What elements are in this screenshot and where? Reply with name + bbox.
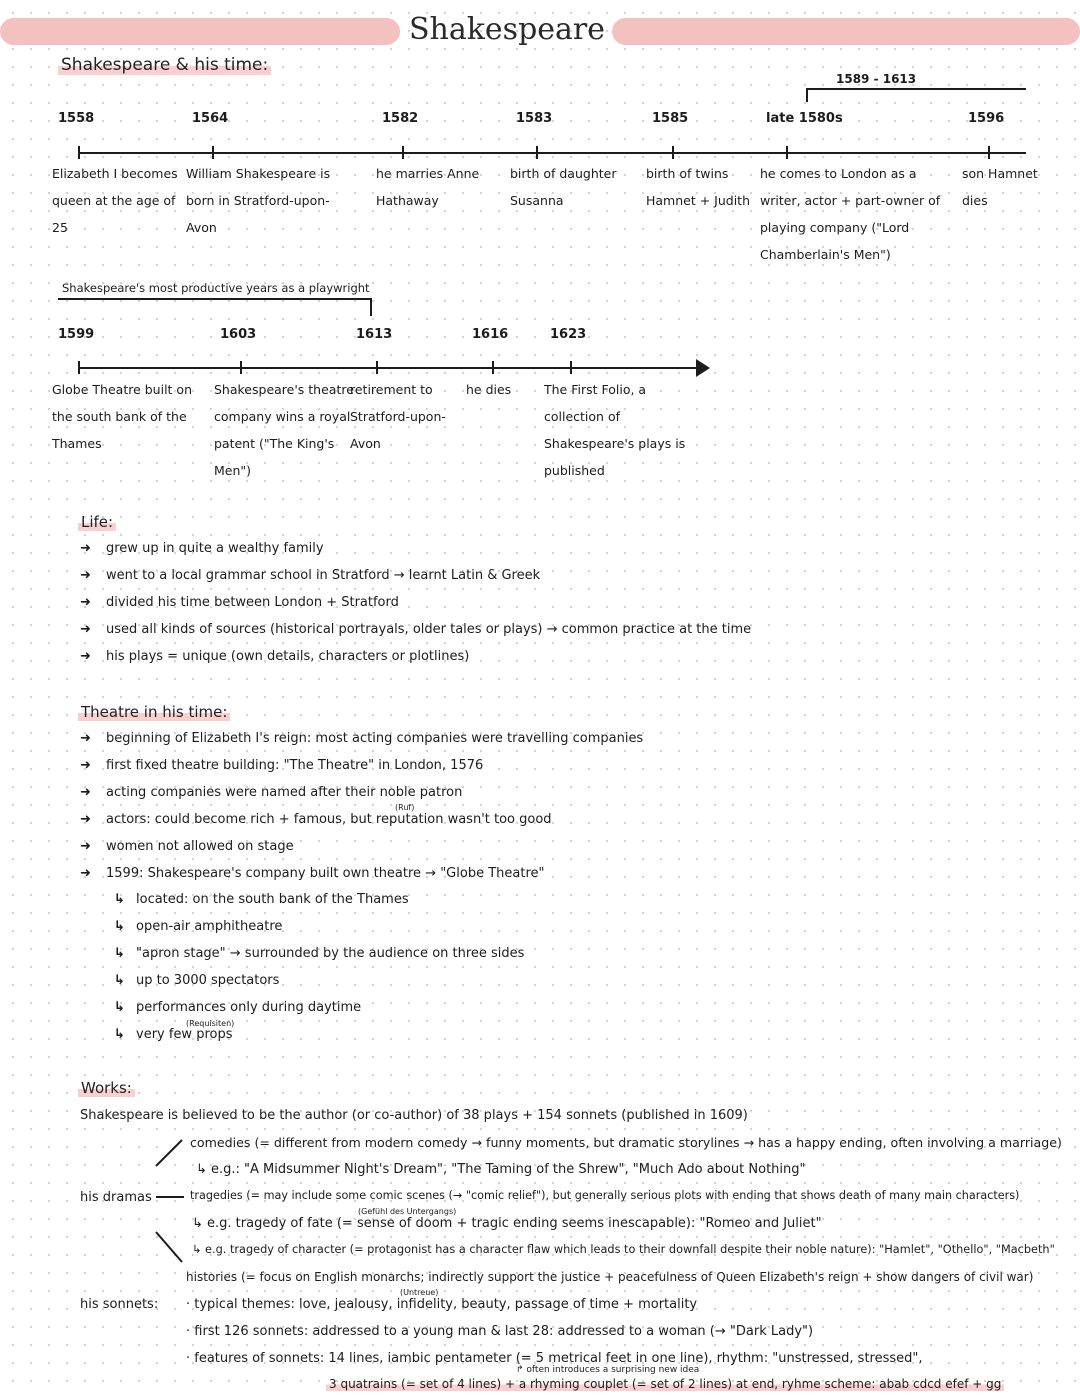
title-bar-right (612, 18, 1080, 45)
productive-years-bracket (58, 298, 372, 316)
list-item: grew up in quite a wealthy family (106, 541, 324, 556)
timeline-event: birth of twins Hamnet + Judith (646, 166, 751, 208)
timeline-year: 1596 (968, 111, 1005, 126)
timeline-tick (570, 361, 572, 374)
timeline-event: Globe Theatre built on the south bank of the Thames (52, 382, 192, 451)
tragedies-character: ↳ e.g. tragedy of character (= protagonist has a character flaw which leads to their downfall despite their noble nature): "Hamlet", "Othello", "Macbeth" (192, 1243, 1055, 1256)
timeline-tick (988, 146, 990, 159)
sonnet-features: · features of sonnets: 14 lines, iambic pentameter (= 5 metrical feet in one line), rhythm: "unstressed, stressed", (186, 1351, 923, 1366)
productive-years-label: Shakespeare's most productive years as a playwright (62, 281, 370, 295)
timeline-event: birth of daughter Susanna (510, 166, 617, 208)
timeline-tick (212, 146, 214, 159)
bullet-arrow-icon: ➜ (80, 866, 91, 881)
theatre-heading: Theatre in his time: (78, 703, 230, 721)
timeline-1-axis (80, 152, 1026, 154)
his-time-heading: Shakespeare & his time: (58, 55, 271, 75)
sonnets-label: his sonnets: (80, 1297, 159, 1312)
timeline-2-axis (78, 367, 700, 369)
bullet-arrow-icon: ➜ (80, 758, 91, 773)
timeline-tick (78, 361, 80, 374)
timeline-year: 1603 (220, 327, 257, 342)
timeline-year: 1564 (192, 111, 229, 126)
bullet-arrow-icon: ↳ (114, 1027, 125, 1042)
timeline-tick (786, 146, 788, 159)
list-item: performances only during daytime (136, 1000, 362, 1015)
timeline-event: William Shakespeare is born in Stratford-upon-Avon (186, 166, 331, 235)
list-item: divided his time between London + Stratford (106, 595, 399, 610)
bullet-arrow-icon: ➜ (80, 595, 91, 610)
page-title: Shakespeare (408, 12, 606, 47)
timeline-year: 1616 (472, 327, 509, 342)
list-item: went to a local grammar school in Stratford → learnt Latin & Greek (106, 568, 541, 583)
timeline-tick (672, 146, 674, 159)
list-item: "apron stage" → surrounded by the audience on three sides (136, 946, 525, 961)
comedies: comedies (= different from modern comedy → funny moments, but dramatic storylines → has a happy ending, often involving a marriage) (190, 1135, 1062, 1150)
timeline-year: 1583 (516, 111, 553, 126)
timeline-year: 1599 (58, 327, 95, 342)
timeline-tick (240, 361, 242, 374)
sonnet-addressed: · first 126 sonnets: addressed to a young man & last 28: addressed to a woman (→ "Dark Lady") (186, 1324, 814, 1339)
timeline-tick (402, 146, 404, 159)
bullet-arrow-icon: ➜ (80, 731, 91, 746)
timeline-tick (492, 361, 494, 374)
sonnet-themes: · typical themes: love, jealousy, infidelity, beauty, passage of time + mortality (186, 1297, 698, 1312)
timeline-event: he comes to London as a writer, actor + part-owner of playing company ("Lord Chamberlain's Men") (760, 166, 941, 262)
bracket-line (806, 88, 1026, 102)
bullet-arrow-icon: ➜ (80, 649, 91, 664)
timeline-event: son Hamnet dies (962, 166, 1038, 208)
timeline-event: The First Folio, a collection of Shakespeare's plays is published (544, 382, 686, 478)
tragedies: tragedies (= may include some comic scenes (→ "comic relief"), but generally serious plots with ending that shows death of many main characters) (190, 1189, 1020, 1202)
sonnet-quatrains: 3 quatrains (= set of 4 lines) + a rhyming couplet (= set of 2 lines) at end, ryhme scheme: abab cdcd efef + gg (326, 1377, 1004, 1391)
dramas-label: his dramas (80, 1190, 152, 1205)
timeline-event: retirement to Stratford-upon-Avon (350, 382, 446, 451)
timeline-year: 1623 (550, 327, 587, 342)
tragedies-fate: ↳ e.g. tragedy of fate (= sense of doom + tragic ending seems inescapable): "Romeo and Juliet" (192, 1216, 822, 1231)
list-item: up to 3000 spectators (136, 973, 280, 988)
timeline-event: he marries Anne Hathaway (376, 166, 480, 208)
histories: histories (= focus on English monarchs; indirectly support the justice + peacefulness of Queen Elizabeth's reign + show dangers of civil war) (186, 1270, 1034, 1284)
dramas-branch-lines (152, 1136, 192, 1266)
timeline-tick (536, 146, 538, 159)
note-ruf: (Ruf) (395, 803, 415, 812)
note-requisiten: (Requisiten) (186, 1019, 235, 1028)
bullet-arrow-icon: ↳ (114, 892, 125, 907)
bullet-arrow-icon: ↳ (114, 919, 125, 934)
timeline-event: Shakespeare's theatre company wins a royal patent ("The King's Men") (214, 382, 354, 478)
untreue-note: (Untreue) (400, 1288, 439, 1297)
timeline-year: 1582 (382, 111, 419, 126)
sonnet-note: ↱ often introduces a surprising new idea (516, 1365, 700, 1375)
works-intro: Shakespeare is believed to be the author (or co-author) of 38 plays + 154 sonnets (published in 1609) (80, 1108, 748, 1123)
list-item: very few props (136, 1027, 233, 1042)
works-heading: Works: (78, 1079, 135, 1097)
timeline-year: 1585 (652, 111, 689, 126)
bullet-arrow-icon: ↳ (114, 973, 125, 988)
bullet-arrow-icon: ➜ (80, 812, 91, 827)
bullet-arrow-icon: ➜ (80, 839, 91, 854)
list-item: located: on the south bank of the Thames (136, 892, 409, 907)
bullet-arrow-icon: ↳ (114, 946, 125, 961)
bullet-arrow-icon: ➜ (80, 541, 91, 556)
list-item: actors: could become rich + famous, but reputation wasn't too good (106, 812, 552, 827)
bullet-arrow-icon: ↳ (114, 1000, 125, 1015)
list-item: first fixed theatre building: "The Theatre" in London, 1576 (106, 758, 484, 773)
list-item: used all kinds of sources (historical portrayals, older tales or plays) → common practice at the time (106, 622, 752, 637)
timeline-year: late 1580s (766, 111, 843, 126)
timeline-event: Elizabeth I becomes queen at the age of 25 (52, 166, 178, 235)
timeline-2-arrowhead (696, 359, 710, 377)
comedies-eg: ↳ e.g.: "A Midsummer Night's Dream", "The Taming of the Shrew", "Much Ado about Nothing" (196, 1162, 806, 1177)
title-bar-left (0, 18, 400, 45)
list-item: acting companies were named after their noble patron (106, 785, 463, 800)
list-item: his plays = unique (own details, characters or plotlines) (106, 649, 470, 664)
bullet-arrow-icon: ➜ (80, 568, 91, 583)
list-item: women not allowed on stage (106, 839, 294, 854)
timeline-tick (78, 146, 80, 159)
timeline-tick (376, 361, 378, 374)
timeline-year: 1613 (356, 327, 393, 342)
life-heading: Life: (78, 513, 116, 531)
tragedies-note: (Gefühl des Untergangs) (358, 1207, 457, 1216)
bracket-label: 1589 - 1613 (836, 72, 917, 86)
timeline-event: he dies (466, 382, 512, 397)
timeline-year: 1558 (58, 111, 95, 126)
list-item: 1599: Shakespeare's company built own theatre → "Globe Theatre" (106, 866, 545, 881)
bullet-arrow-icon: ➜ (80, 785, 91, 800)
bullet-arrow-icon: ➜ (80, 622, 91, 637)
list-item: beginning of Elizabeth I's reign: most acting companies were travelling companies (106, 731, 644, 746)
list-item: open-air amphitheatre (136, 919, 283, 934)
